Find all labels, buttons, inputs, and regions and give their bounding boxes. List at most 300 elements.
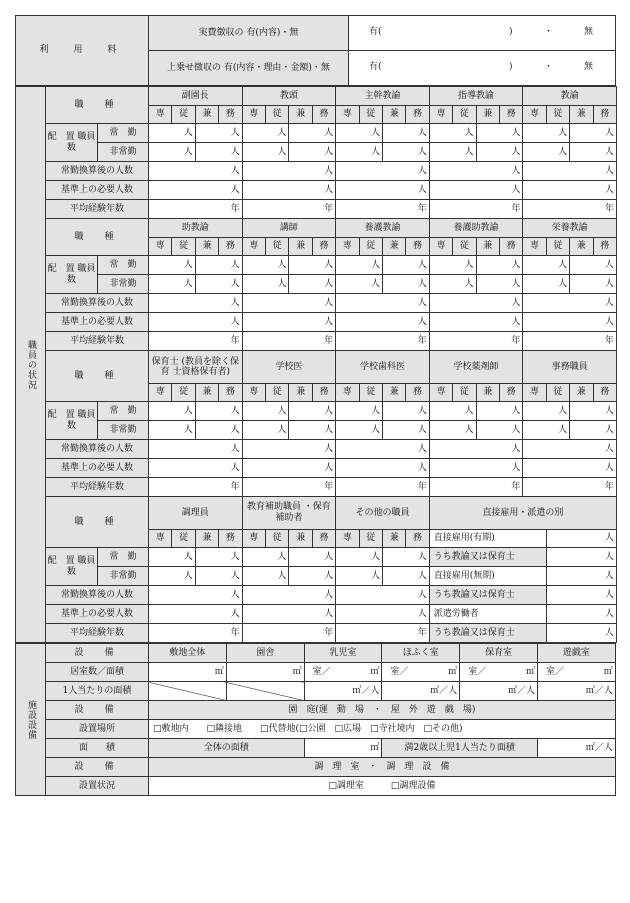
sub-header: 兼 [382, 530, 405, 548]
sub-header: 専 [429, 106, 452, 124]
kitchen-title: 調 理 室 ・ 調 理 設 備 [149, 758, 616, 777]
role-header: 講師 [242, 219, 336, 238]
sub-header: 従 [546, 106, 569, 124]
dedicated-count[interactable]: 人 [242, 421, 289, 440]
employment-row-label: 直接雇用(有期) [429, 530, 546, 548]
nashi-text: 無 [584, 27, 594, 37]
sqm-unit: ㎡ [214, 666, 224, 677]
rooms-area-value[interactable] [537, 663, 615, 682]
per-person-value[interactable]: ㎡／人 [537, 682, 615, 701]
actual-cost-value[interactable] [349, 16, 616, 51]
concurrent-count[interactable]: 人 [289, 256, 336, 275]
value-cell[interactable]: 人 [523, 181, 617, 200]
equipment-header: 遊戯室 [537, 644, 615, 663]
concurrent-count[interactable]: 人 [382, 275, 429, 294]
dedicated-count[interactable]: 人 [149, 548, 196, 567]
assigned-staff-label: 配 置 職員数 [46, 124, 98, 162]
value-cell[interactable]: 人 [523, 313, 617, 332]
concurrent-count[interactable]: 人 [195, 402, 242, 421]
sub-header: 従 [265, 384, 288, 402]
assigned-staff-label: 配 置 職員数 [46, 402, 98, 440]
fulltime-label: 常 勤 [98, 402, 149, 421]
employment-row-label: うち教諭又は保育士 [429, 548, 546, 567]
usage-fee-title: 利 用 料 [16, 16, 149, 86]
equipment-header: 敷地全体 [149, 644, 227, 663]
dedicated-count[interactable]: 人 [429, 256, 476, 275]
sub-header: 務 [219, 238, 242, 256]
ari-text: 有( [369, 27, 382, 37]
sub-header: 兼 [570, 384, 593, 402]
concurrent-count[interactable]: 人 [476, 402, 523, 421]
value-cell[interactable]: 人 [242, 605, 336, 624]
room-prefix: 室／ [468, 666, 487, 677]
value-cell[interactable]: 年 [149, 332, 243, 351]
concurrent-count[interactable]: 人 [570, 421, 617, 440]
dot-sep: ・ [544, 62, 554, 72]
value-cell[interactable]: 年 [336, 200, 430, 219]
dedicated-count[interactable]: 人 [336, 402, 383, 421]
concurrent-count[interactable]: 人 [570, 124, 617, 143]
sub-header: 専 [336, 238, 359, 256]
usage-fee-table [15, 15, 616, 86]
sub-header: 務 [312, 238, 335, 256]
sub-header: 務 [219, 384, 242, 402]
role-label: 職 種 [46, 351, 149, 402]
role-label: 職 種 [46, 87, 149, 124]
installation-status-label: 設置状況 [46, 777, 149, 796]
sqm-unit: ㎡ [603, 666, 613, 677]
close-paren: ) [509, 27, 513, 37]
value-cell[interactable]: 人 [149, 294, 243, 313]
concurrent-count[interactable]: 人 [195, 256, 242, 275]
dedicated-count[interactable]: 人 [336, 421, 383, 440]
value-cell[interactable]: 人 [242, 313, 336, 332]
sub-header: 兼 [570, 106, 593, 124]
value-cell[interactable]: 人 [523, 459, 617, 478]
sub-header: 専 [149, 238, 172, 256]
role-header: 助教諭 [149, 219, 243, 238]
per-person-area-label: 1人当たりの面積 [46, 682, 149, 701]
sub-header: 務 [499, 384, 522, 402]
per-person-value[interactable]: ㎡／人 [460, 682, 538, 701]
fulltime-label: 常 勤 [98, 256, 149, 275]
dedicated-count[interactable]: 人 [149, 567, 196, 586]
sub-header: 兼 [382, 238, 405, 256]
employment-count[interactable]: 人 [546, 567, 616, 586]
concurrent-count[interactable]: 人 [195, 548, 242, 567]
location-label: 設置場所 [46, 720, 149, 739]
sub-header: 従 [265, 530, 288, 548]
role-header: 指導教諭 [429, 87, 523, 106]
concurrent-count[interactable]: 人 [382, 548, 429, 567]
value-cell[interactable]: 人 [336, 313, 430, 332]
sub-header: 従 [172, 530, 195, 548]
concurrent-count[interactable]: 人 [382, 421, 429, 440]
role-header: 事務職員 [523, 351, 617, 384]
dedicated-count[interactable]: 人 [523, 275, 570, 294]
sub-header: 専 [429, 238, 452, 256]
concurrent-count[interactable]: 人 [289, 548, 336, 567]
staff-status-table [15, 86, 617, 643]
not-applicable-cell [149, 682, 227, 701]
value-cell[interactable]: 人 [242, 459, 336, 478]
value-cell[interactable]: 人 [523, 294, 617, 313]
sub-header: 従 [359, 238, 382, 256]
equipment-label: 設 備 [46, 701, 149, 720]
concurrent-count[interactable]: 人 [195, 421, 242, 440]
over2-area-label: 満2歳以上児1人当たり面積 [382, 739, 538, 758]
dedicated-count[interactable]: 人 [242, 256, 289, 275]
dedicated-count[interactable]: 人 [523, 124, 570, 143]
parttime-label: 非常勤 [98, 567, 149, 586]
role-header: 教諭 [523, 87, 617, 106]
per-person-value[interactable]: ㎡／人 [382, 682, 460, 701]
ari-text: 有( [369, 62, 382, 72]
dedicated-count[interactable]: 人 [429, 421, 476, 440]
employment-row-label: うち教諭又は保育士 [429, 624, 546, 643]
sub-header: 専 [149, 530, 172, 548]
value-cell[interactable]: 人 [429, 181, 523, 200]
sub-header: 務 [406, 530, 429, 548]
sub-header: 専 [242, 106, 265, 124]
avg-experience-label: 平均経験年数 [46, 200, 149, 219]
dedicated-count[interactable]: 人 [336, 548, 383, 567]
concurrent-count[interactable]: 人 [570, 275, 617, 294]
role-header: 学校歯科医 [336, 351, 430, 384]
sub-header: 兼 [289, 106, 312, 124]
concurrent-count[interactable]: 人 [476, 256, 523, 275]
dedicated-count[interactable]: 人 [242, 124, 289, 143]
dedicated-count[interactable]: 人 [242, 275, 289, 294]
sub-header: 従 [359, 106, 382, 124]
sub-header: 従 [359, 530, 382, 548]
value-cell[interactable]: 年 [242, 332, 336, 351]
sub-header: 従 [453, 384, 476, 402]
room-prefix: 室／ [390, 666, 409, 677]
role-header: 教頭 [242, 87, 336, 106]
sub-header: 務 [406, 238, 429, 256]
concurrent-count[interactable]: 人 [382, 402, 429, 421]
dedicated-count[interactable]: 人 [336, 567, 383, 586]
value-cell[interactable]: 人 [242, 440, 336, 459]
rooms-area-value[interactable] [382, 663, 460, 682]
sub-header: 務 [406, 106, 429, 124]
employment-row-label: うち教諭又は保育士 [429, 586, 546, 605]
sub-header: 務 [312, 106, 335, 124]
sqm-unit: ㎡ [292, 666, 302, 677]
value-cell[interactable]: 人 [336, 586, 430, 605]
sub-header: 専 [523, 106, 546, 124]
value-cell[interactable]: 年 [336, 332, 430, 351]
close-paren: ) [509, 62, 513, 72]
employment-row-label: 直接雇用(無期) [429, 567, 546, 586]
dedicated-count[interactable]: 人 [336, 143, 383, 162]
rooms-area-value[interactable] [149, 663, 227, 682]
role-header: 栄養教諭 [523, 219, 617, 238]
concurrent-count[interactable]: 人 [289, 124, 336, 143]
sub-header: 兼 [289, 530, 312, 548]
sub-header: 専 [336, 530, 359, 548]
parttime-label: 非常勤 [98, 421, 149, 440]
fte-count-label: 常勤換算後の人数 [46, 162, 149, 181]
sub-header: 兼 [382, 384, 405, 402]
fte-count-label: 常勤換算後の人数 [46, 294, 149, 313]
sub-header: 専 [149, 384, 172, 402]
dedicated-count[interactable]: 人 [149, 421, 196, 440]
avg-experience-label: 平均経験年数 [46, 332, 149, 351]
facility-report-form [15, 15, 617, 796]
value-cell[interactable]: 年 [149, 624, 243, 643]
required-count-label: 基準上の必要人数 [46, 181, 149, 200]
value-cell[interactable]: 年 [429, 200, 523, 219]
value-cell[interactable]: 年 [149, 478, 243, 497]
sub-header: 専 [336, 106, 359, 124]
employment-count[interactable]: 人 [546, 605, 616, 624]
dedicated-count[interactable]: 人 [523, 143, 570, 162]
concurrent-count[interactable]: 人 [476, 421, 523, 440]
total-area-value[interactable]: ㎡ [304, 739, 382, 758]
concurrent-count[interactable]: 人 [382, 124, 429, 143]
value-cell[interactable]: 人 [429, 459, 523, 478]
staff-section-title: 職員の状況 [16, 87, 46, 643]
concurrent-count[interactable]: 人 [195, 567, 242, 586]
concurrent-count[interactable]: 人 [570, 143, 617, 162]
sqm-unit: ㎡ [525, 666, 535, 677]
concurrent-count[interactable]: 人 [195, 275, 242, 294]
concurrent-count[interactable]: 人 [289, 567, 336, 586]
value-cell[interactable]: 人 [242, 294, 336, 313]
sub-header: 従 [265, 238, 288, 256]
dedicated-count[interactable]: 人 [429, 275, 476, 294]
dedicated-count[interactable]: 人 [149, 402, 196, 421]
surcharge-label: 上乗せ徴収の 有(内容・理由・金額)・無 [149, 51, 349, 86]
value-cell[interactable]: 人 [336, 605, 430, 624]
concurrent-count[interactable]: 人 [289, 143, 336, 162]
dedicated-count[interactable]: 人 [149, 256, 196, 275]
value-cell[interactable]: 年 [242, 624, 336, 643]
value-cell[interactable]: 年 [242, 200, 336, 219]
sub-header: 兼 [195, 106, 218, 124]
over2-area-value[interactable]: ㎡／人 [537, 739, 615, 758]
value-cell[interactable]: 年 [429, 478, 523, 497]
value-cell[interactable]: 人 [149, 586, 243, 605]
sub-header: 従 [453, 106, 476, 124]
concurrent-count[interactable]: 人 [382, 567, 429, 586]
value-cell[interactable]: 人 [429, 294, 523, 313]
fte-count-label: 常勤換算後の人数 [46, 586, 149, 605]
concurrent-count[interactable]: 人 [476, 275, 523, 294]
dedicated-count[interactable]: 人 [242, 143, 289, 162]
sub-header: 務 [499, 106, 522, 124]
nashi-text: 無 [584, 62, 594, 72]
role-header: 保育士 (教員を除く保育 士資格保有者) [149, 351, 243, 384]
equipment-header: ほふく室 [382, 644, 460, 663]
value-cell[interactable]: 人 [523, 440, 617, 459]
role-label: 職 種 [46, 219, 149, 256]
dedicated-count[interactable]: 人 [429, 143, 476, 162]
sub-header: 専 [336, 384, 359, 402]
concurrent-count[interactable]: 人 [382, 256, 429, 275]
value-cell[interactable]: 人 [336, 162, 430, 181]
location-options[interactable]: □敷地内 □隣接地 □代替地(□公園 □広場 □寺社境内 □その他) [149, 720, 616, 739]
sub-header: 従 [546, 238, 569, 256]
value-cell[interactable]: 人 [336, 294, 430, 313]
sqm-unit: ㎡ [370, 666, 380, 677]
dedicated-count[interactable]: 人 [523, 402, 570, 421]
equipment-header: 乳児室 [304, 644, 382, 663]
value-cell[interactable]: 人 [242, 586, 336, 605]
sub-header: 従 [453, 238, 476, 256]
sub-header: 専 [149, 106, 172, 124]
value-cell[interactable]: 年 [149, 200, 243, 219]
sub-header: 兼 [476, 384, 499, 402]
facility-equipment-table [15, 643, 616, 796]
fulltime-label: 常 勤 [98, 548, 149, 567]
value-cell[interactable]: 人 [149, 181, 243, 200]
avg-experience-label: 平均経験年数 [46, 478, 149, 497]
employment-row-label: 派遣労働者 [429, 605, 546, 624]
sub-header: 兼 [289, 384, 312, 402]
value-cell[interactable]: 人 [242, 181, 336, 200]
sub-header: 務 [593, 384, 616, 402]
value-cell[interactable]: 人 [429, 313, 523, 332]
sub-header: 務 [499, 238, 522, 256]
sub-header: 従 [172, 238, 195, 256]
value-cell[interactable]: 人 [149, 313, 243, 332]
assigned-staff-label: 配 置 職員数 [46, 548, 98, 586]
value-cell[interactable]: 年 [523, 332, 617, 351]
sub-header: 兼 [195, 384, 218, 402]
facility-section-title: 施設設備 [16, 644, 46, 796]
dedicated-count[interactable]: 人 [336, 124, 383, 143]
rooms-area-value[interactable] [304, 663, 382, 682]
sub-header: 兼 [570, 238, 593, 256]
dedicated-count[interactable]: 人 [429, 124, 476, 143]
sub-header: 兼 [195, 238, 218, 256]
value-cell[interactable]: 人 [149, 459, 243, 478]
employment-count[interactable]: 人 [546, 530, 616, 548]
value-cell[interactable]: 人 [242, 162, 336, 181]
parttime-label: 非常勤 [98, 275, 149, 294]
surcharge-value[interactable] [349, 51, 616, 86]
role-header: 学校医 [242, 351, 336, 384]
sub-header: 専 [242, 238, 265, 256]
concurrent-count[interactable]: 人 [289, 275, 336, 294]
sub-header: 従 [172, 384, 195, 402]
role-header: 学校薬剤師 [429, 351, 523, 384]
sub-header: 従 [265, 106, 288, 124]
fulltime-label: 常 勤 [98, 124, 149, 143]
value-cell[interactable]: 人 [336, 181, 430, 200]
concurrent-count[interactable]: 人 [476, 143, 523, 162]
employment-count[interactable]: 人 [546, 548, 616, 567]
dedicated-count[interactable]: 人 [149, 143, 196, 162]
concurrent-count[interactable]: 人 [289, 421, 336, 440]
value-cell[interactable]: 人 [336, 440, 430, 459]
dedicated-count[interactable]: 人 [242, 567, 289, 586]
sub-header: 務 [219, 106, 242, 124]
role-header: 主幹教諭 [336, 87, 430, 106]
required-count-label: 基準上の必要人数 [46, 605, 149, 624]
role-header: 養護教諭 [336, 219, 430, 238]
sub-header: 兼 [476, 106, 499, 124]
sub-header: 兼 [289, 238, 312, 256]
sub-header: 務 [312, 384, 335, 402]
value-cell[interactable]: 年 [336, 624, 430, 643]
required-count-label: 基準上の必要人数 [46, 459, 149, 478]
sub-header: 従 [359, 384, 382, 402]
sub-header: 務 [406, 384, 429, 402]
value-cell[interactable]: 人 [149, 605, 243, 624]
value-cell[interactable]: 年 [523, 200, 617, 219]
role-label: 職 種 [46, 497, 149, 548]
dedicated-count[interactable]: 人 [523, 256, 570, 275]
dedicated-count[interactable]: 人 [149, 275, 196, 294]
value-cell[interactable]: 人 [149, 440, 243, 459]
value-cell[interactable]: 人 [149, 162, 243, 181]
value-cell[interactable]: 人 [429, 162, 523, 181]
dedicated-count[interactable]: 人 [242, 548, 289, 567]
dedicated-count[interactable]: 人 [523, 421, 570, 440]
dedicated-count[interactable]: 人 [242, 402, 289, 421]
equipment-header: 園舎 [226, 644, 304, 663]
value-cell[interactable]: 人 [429, 440, 523, 459]
sub-header: 兼 [195, 530, 218, 548]
value-cell[interactable]: 年 [523, 478, 617, 497]
parttime-label: 非常勤 [98, 143, 149, 162]
role-header: 調理員 [149, 497, 243, 530]
equipment-header: 保育室 [460, 644, 538, 663]
concurrent-count[interactable]: 人 [289, 402, 336, 421]
value-cell[interactable]: 年 [242, 478, 336, 497]
concurrent-count[interactable]: 人 [476, 124, 523, 143]
dedicated-count[interactable]: 人 [149, 124, 196, 143]
equipment-label: 設 備 [46, 758, 149, 777]
kitchen-options[interactable]: □調理室 □調理設備 [149, 777, 616, 796]
sub-header: 従 [546, 384, 569, 402]
value-cell[interactable]: 人 [523, 162, 617, 181]
area-label: 面 積 [46, 739, 149, 758]
garden-title: 園 庭(運 動 場 ・ 屋 外 遊 戯 場) [149, 701, 616, 720]
employment-count[interactable]: 人 [546, 586, 616, 605]
concurrent-count[interactable]: 人 [195, 143, 242, 162]
concurrent-count[interactable]: 人 [570, 256, 617, 275]
rooms-area-value[interactable] [226, 663, 304, 682]
per-person-value[interactable]: ㎡／人 [304, 682, 382, 701]
sub-header: 従 [172, 106, 195, 124]
value-cell[interactable]: 年 [336, 478, 430, 497]
employment-count[interactable]: 人 [546, 624, 616, 643]
room-prefix: 室／ [312, 666, 331, 677]
employment-type-title: 直接雇用・派遣の別 [429, 497, 616, 530]
sub-header: 務 [312, 530, 335, 548]
rooms-area-value[interactable] [460, 663, 538, 682]
concurrent-count[interactable]: 人 [570, 402, 617, 421]
required-count-label: 基準上の必要人数 [46, 313, 149, 332]
concurrent-count[interactable]: 人 [382, 143, 429, 162]
concurrent-count[interactable]: 人 [195, 124, 242, 143]
value-cell[interactable]: 人 [336, 459, 430, 478]
sub-header: 兼 [382, 106, 405, 124]
dot-sep: ・ [544, 27, 554, 37]
value-cell[interactable]: 年 [429, 332, 523, 351]
dedicated-count[interactable]: 人 [336, 256, 383, 275]
role-header: 副園長 [149, 87, 243, 106]
sub-header: 専 [429, 384, 452, 402]
sqm-unit: ㎡ [448, 666, 458, 677]
dedicated-count[interactable]: 人 [336, 275, 383, 294]
dedicated-count[interactable]: 人 [429, 402, 476, 421]
